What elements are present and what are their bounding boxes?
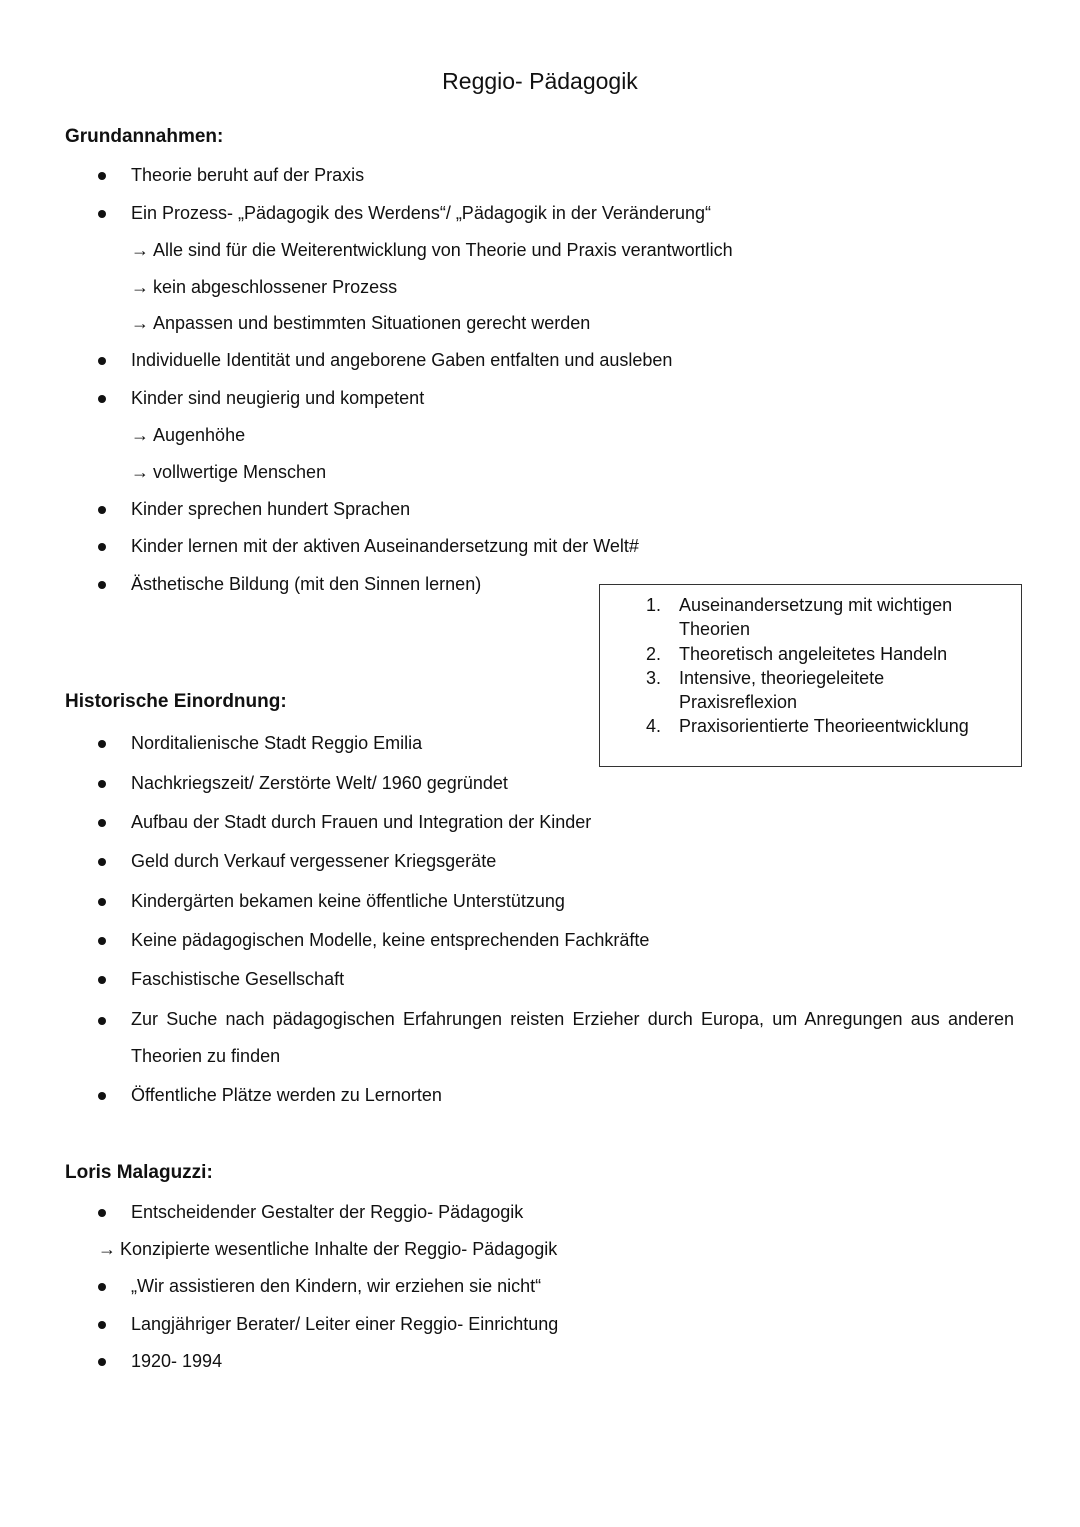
bullet-icon xyxy=(98,543,106,551)
bullet-icon xyxy=(98,819,106,827)
bullet-icon xyxy=(98,740,106,748)
list-item: Individuelle Identität und angeborene Gaben entfalten und ausleben xyxy=(131,350,673,370)
section-heading-malaguzzi: Loris Malaguzzi: xyxy=(65,1162,213,1183)
list-item: 1920- 1994 xyxy=(131,1351,223,1371)
list-item: Kinder sind neugierig und kompetent xyxy=(131,388,425,408)
list-item: Zur Suche nach pädagogischen Erfahrungen reisten Erzieher durch Europa, um Anregungen aus anderen xyxy=(131,1009,1014,1029)
bullet-icon xyxy=(98,1358,106,1366)
list-item: „Wir assistieren den Kindern, wir erziehen sie nicht“ xyxy=(131,1276,542,1296)
list-item: Geld durch Verkauf vergessener Kriegsgeräte xyxy=(131,851,497,871)
list-item: Entscheidender Gestalter der Reggio- Pädagogik xyxy=(131,1202,524,1222)
box-item-continuation: Theorien xyxy=(679,619,751,639)
sub-item: → vollwertige Menschen xyxy=(131,462,327,482)
bullet-icon xyxy=(98,898,106,906)
box-item: 2. Theoretisch angeleitetes Handeln xyxy=(646,644,948,664)
list-item-continuation: Theorien zu finden xyxy=(131,1046,281,1066)
page-title: Reggio- Pädagogik xyxy=(442,68,638,94)
bullet-icon xyxy=(98,1283,106,1291)
list-item: Aufbau der Stadt durch Frauen und Integration der Kinder xyxy=(131,812,592,832)
arrow-right-icon: → xyxy=(131,240,149,260)
arrow-right-icon: → xyxy=(131,425,149,445)
bullet-icon xyxy=(98,1209,106,1217)
arrow-right-icon: → xyxy=(131,462,149,482)
box-item: 3. Intensive, theoriegeleitete xyxy=(646,668,885,688)
list-item: Kindergärten bekamen keine öffentliche Unterstützung xyxy=(131,891,565,911)
section-heading-grundannahmen: Grundannahmen: xyxy=(65,126,224,147)
arrow-right-icon: → xyxy=(131,277,149,297)
box-item: 1. Auseinandersetzung mit wichtigen xyxy=(646,595,953,615)
section-heading-historisch: Historische Einordnung: xyxy=(65,691,287,712)
numbered-box xyxy=(599,584,1022,767)
bullet-icon xyxy=(98,210,106,218)
bullet-icon xyxy=(98,172,106,180)
bullet-icon xyxy=(98,506,106,514)
list-item: Faschistische Gesellschaft xyxy=(131,969,345,989)
sub-item: → Alle sind für die Weiterentwicklung von Theorie und Praxis verantwortlich xyxy=(131,240,733,260)
bullet-icon xyxy=(98,780,106,788)
bullet-icon xyxy=(98,395,106,403)
bullet-icon xyxy=(98,1321,106,1329)
list-item: Kinder lernen mit der aktiven Auseinandersetzung mit der Welt# xyxy=(131,536,639,556)
sub-item: → Anpassen und bestimmten Situationen gerecht werden xyxy=(131,313,591,333)
box-item: 4. Praxisorientierte Theorieentwicklung xyxy=(646,716,969,736)
arrow-right-icon: → xyxy=(131,313,149,333)
list-item: Öffentliche Plätze werden zu Lernorten xyxy=(131,1085,442,1105)
sub-item: → kein abgeschlossener Prozess xyxy=(131,277,398,297)
bullet-icon xyxy=(98,976,106,984)
list-item: Norditalienische Stadt Reggio Emilia xyxy=(131,733,423,753)
list-item: Nachkriegszeit/ Zerstörte Welt/ 1960 gegründet xyxy=(131,773,508,793)
bullet-icon xyxy=(98,581,106,589)
bullet-icon xyxy=(98,937,106,945)
arrow-right-icon: → xyxy=(98,1239,116,1259)
arrow-line: → Konzipierte wesentliche Inhalte der Reggio- Pädagogik xyxy=(98,1239,558,1259)
bullet-icon xyxy=(98,1092,106,1100)
list-item: Ein Prozess- „Pädagogik des Werdens“/ „Pädagogik in der Veränderung“ xyxy=(131,203,711,223)
sub-item: → Augenhöhe xyxy=(131,425,246,445)
list-item: Ästhetische Bildung (mit den Sinnen lernen) xyxy=(131,574,482,594)
list-item: Theorie beruht auf der Praxis xyxy=(131,165,365,185)
list-item: Keine pädagogischen Modelle, keine entsprechenden Fachkräfte xyxy=(131,930,650,950)
list-item: Langjähriger Berater/ Leiter einer Reggio- Einrichtung xyxy=(131,1314,559,1334)
list-item: Kinder sprechen hundert Sprachen xyxy=(131,499,411,519)
bullet-icon xyxy=(98,1017,106,1025)
box-item-continuation: Praxisreflexion xyxy=(679,692,798,712)
bullet-icon xyxy=(98,858,106,866)
bullet-icon xyxy=(98,357,106,365)
